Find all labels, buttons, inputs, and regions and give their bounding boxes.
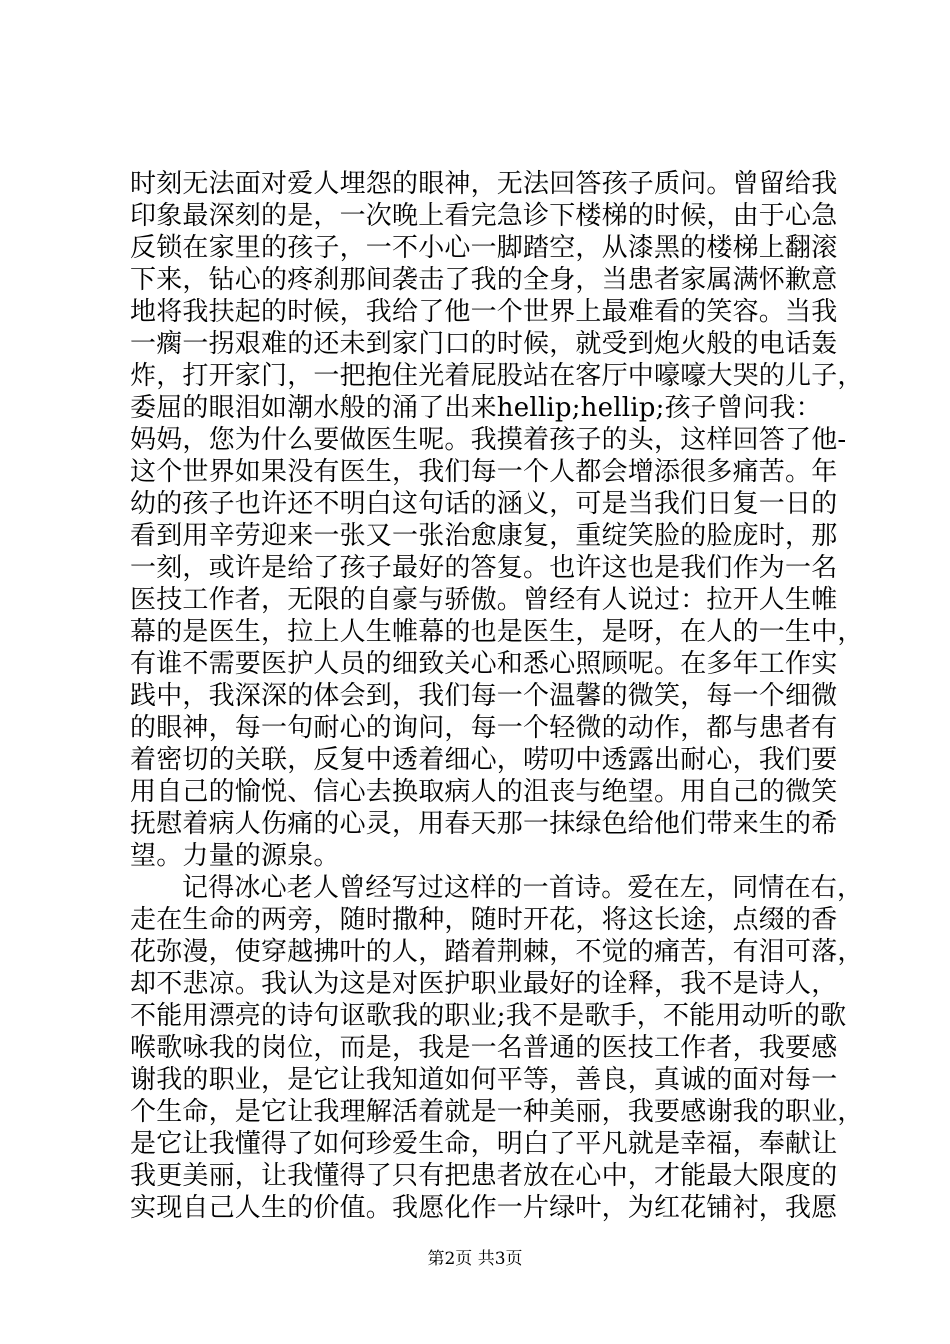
text-line: 时刻无法面对爱人埋怨的眼神，无法回答孩子质问。曾留给我 bbox=[130, 169, 838, 199]
text-line: 我更美丽，让我懂得了只有把患者放在心中，才能最大限度的 bbox=[130, 1161, 838, 1191]
text-line: 不能用漂亮的诗句讴歌我的职业;我不是歌手，不能用动听的歌 bbox=[130, 1001, 847, 1031]
text-line: 走在生命的两旁，随时撒种，随时开花，将这长途，点缀的香 bbox=[130, 905, 838, 935]
text-line: 妈妈，您为什么要做医生呢。我摸着孩子的头，这样回答了他- bbox=[130, 425, 847, 455]
text-line: 炸，打开家门，一把抱住光着屁股站在客厅中嚎嚎大哭的儿子， bbox=[130, 361, 864, 391]
text-line: 抚慰着病人伤痛的心灵，用春天那一抹绿色给他们带来生的希 bbox=[130, 809, 838, 839]
page-number: 第2页 共3页 bbox=[427, 1249, 523, 1269]
text-line: 一瘸一拐艰难的还未到家门口的时候，就受到炮火般的电话轰 bbox=[130, 329, 838, 359]
text-line: 这个世界如果没有医生，我们每一个人都会增添很多痛苦。年 bbox=[130, 457, 838, 487]
text-line: 有谁不需要医护人员的细致关心和悉心照顾呢。在多年工作实 bbox=[130, 649, 838, 679]
text-line: 喉歌咏我的岗位，而是，我是一名普通的医技工作者，我要感 bbox=[130, 1033, 838, 1063]
paragraph-first-line: 记得冰心老人曾经写过这样的一首诗。爱在左，同情在右， bbox=[182, 873, 864, 903]
text-line: 的眼神，每一句耐心的询问，每一个轻微的动作，都与患者有 bbox=[130, 713, 838, 743]
text-line: 望。力量的源泉。 bbox=[130, 841, 340, 871]
text-line: 印象最深刻的是，一次晚上看完急诊下楼梯的时候，由于心急 bbox=[130, 201, 838, 231]
text-line: 用自己的愉悦、信心去换取病人的沮丧与绝望。用自己的微笑 bbox=[130, 777, 838, 807]
text-line: 着密切的关联，反复中透着细心，唠叨中透露出耐心，我们要 bbox=[130, 745, 838, 775]
text-line: 践中，我深深的体会到，我们每一个温馨的微笑，每一个细微 bbox=[130, 681, 838, 711]
text-line: 个生命，是它让我理解活着就是一种美丽，我要感谢我的职业， bbox=[130, 1097, 864, 1127]
text-line: 看到用辛劳迎来一张又一张治愈康复，重绽笑脸的脸庞时，那 bbox=[130, 521, 838, 551]
text-line: 医技工作者，无限的自豪与骄傲。曾经有人说过：拉开人生帷 bbox=[130, 585, 838, 615]
text-line: 花弥漫，使穿越拂叶的人，踏着荆棘，不觉的痛苦，有泪可落， bbox=[130, 937, 864, 967]
body-text bbox=[130, 168, 864, 1224]
text-line: 一刻，或许是给了孩子最好的答复。也许这也是我们作为一名 bbox=[130, 553, 838, 583]
text-line: 委屈的眼泪如潮水般的涌了出来hellip;hellip;孩子曾问我： bbox=[130, 393, 822, 423]
text-line: 实现自己人生的价值。我愿化作一片绿叶，为红花铺衬，我愿 bbox=[130, 1193, 838, 1223]
text-line: 是它让我懂得了如何珍爱生命，明白了平凡就是幸福，奉献让 bbox=[130, 1129, 838, 1159]
text-line: 反锁在家里的孩子，一不小心一脚踏空，从漆黑的楼梯上翻滚 bbox=[130, 233, 838, 263]
text-line: 谢我的职业，是它让我知道如何平等，善良，真诚的面对每一 bbox=[130, 1065, 838, 1095]
text-line: 却不悲凉。我认为这是对医护职业最好的诠释，我不是诗人， bbox=[130, 969, 838, 999]
text-line: 幼的孩子也许还不明白这句话的涵义，可是当我们日复一日的 bbox=[130, 489, 838, 519]
text-line: 幕的是医生，拉上人生帷幕的也是医生，是呀，在人的一生中， bbox=[130, 617, 864, 647]
text-line: 地将我扶起的时候，我给了他一个世界上最难看的笑容。当我 bbox=[130, 297, 838, 327]
page-footer bbox=[0, 1249, 950, 1269]
text-line: 下来，钻心的疼刹那间袭击了我的全身，当患者家属满怀歉意 bbox=[130, 265, 838, 295]
